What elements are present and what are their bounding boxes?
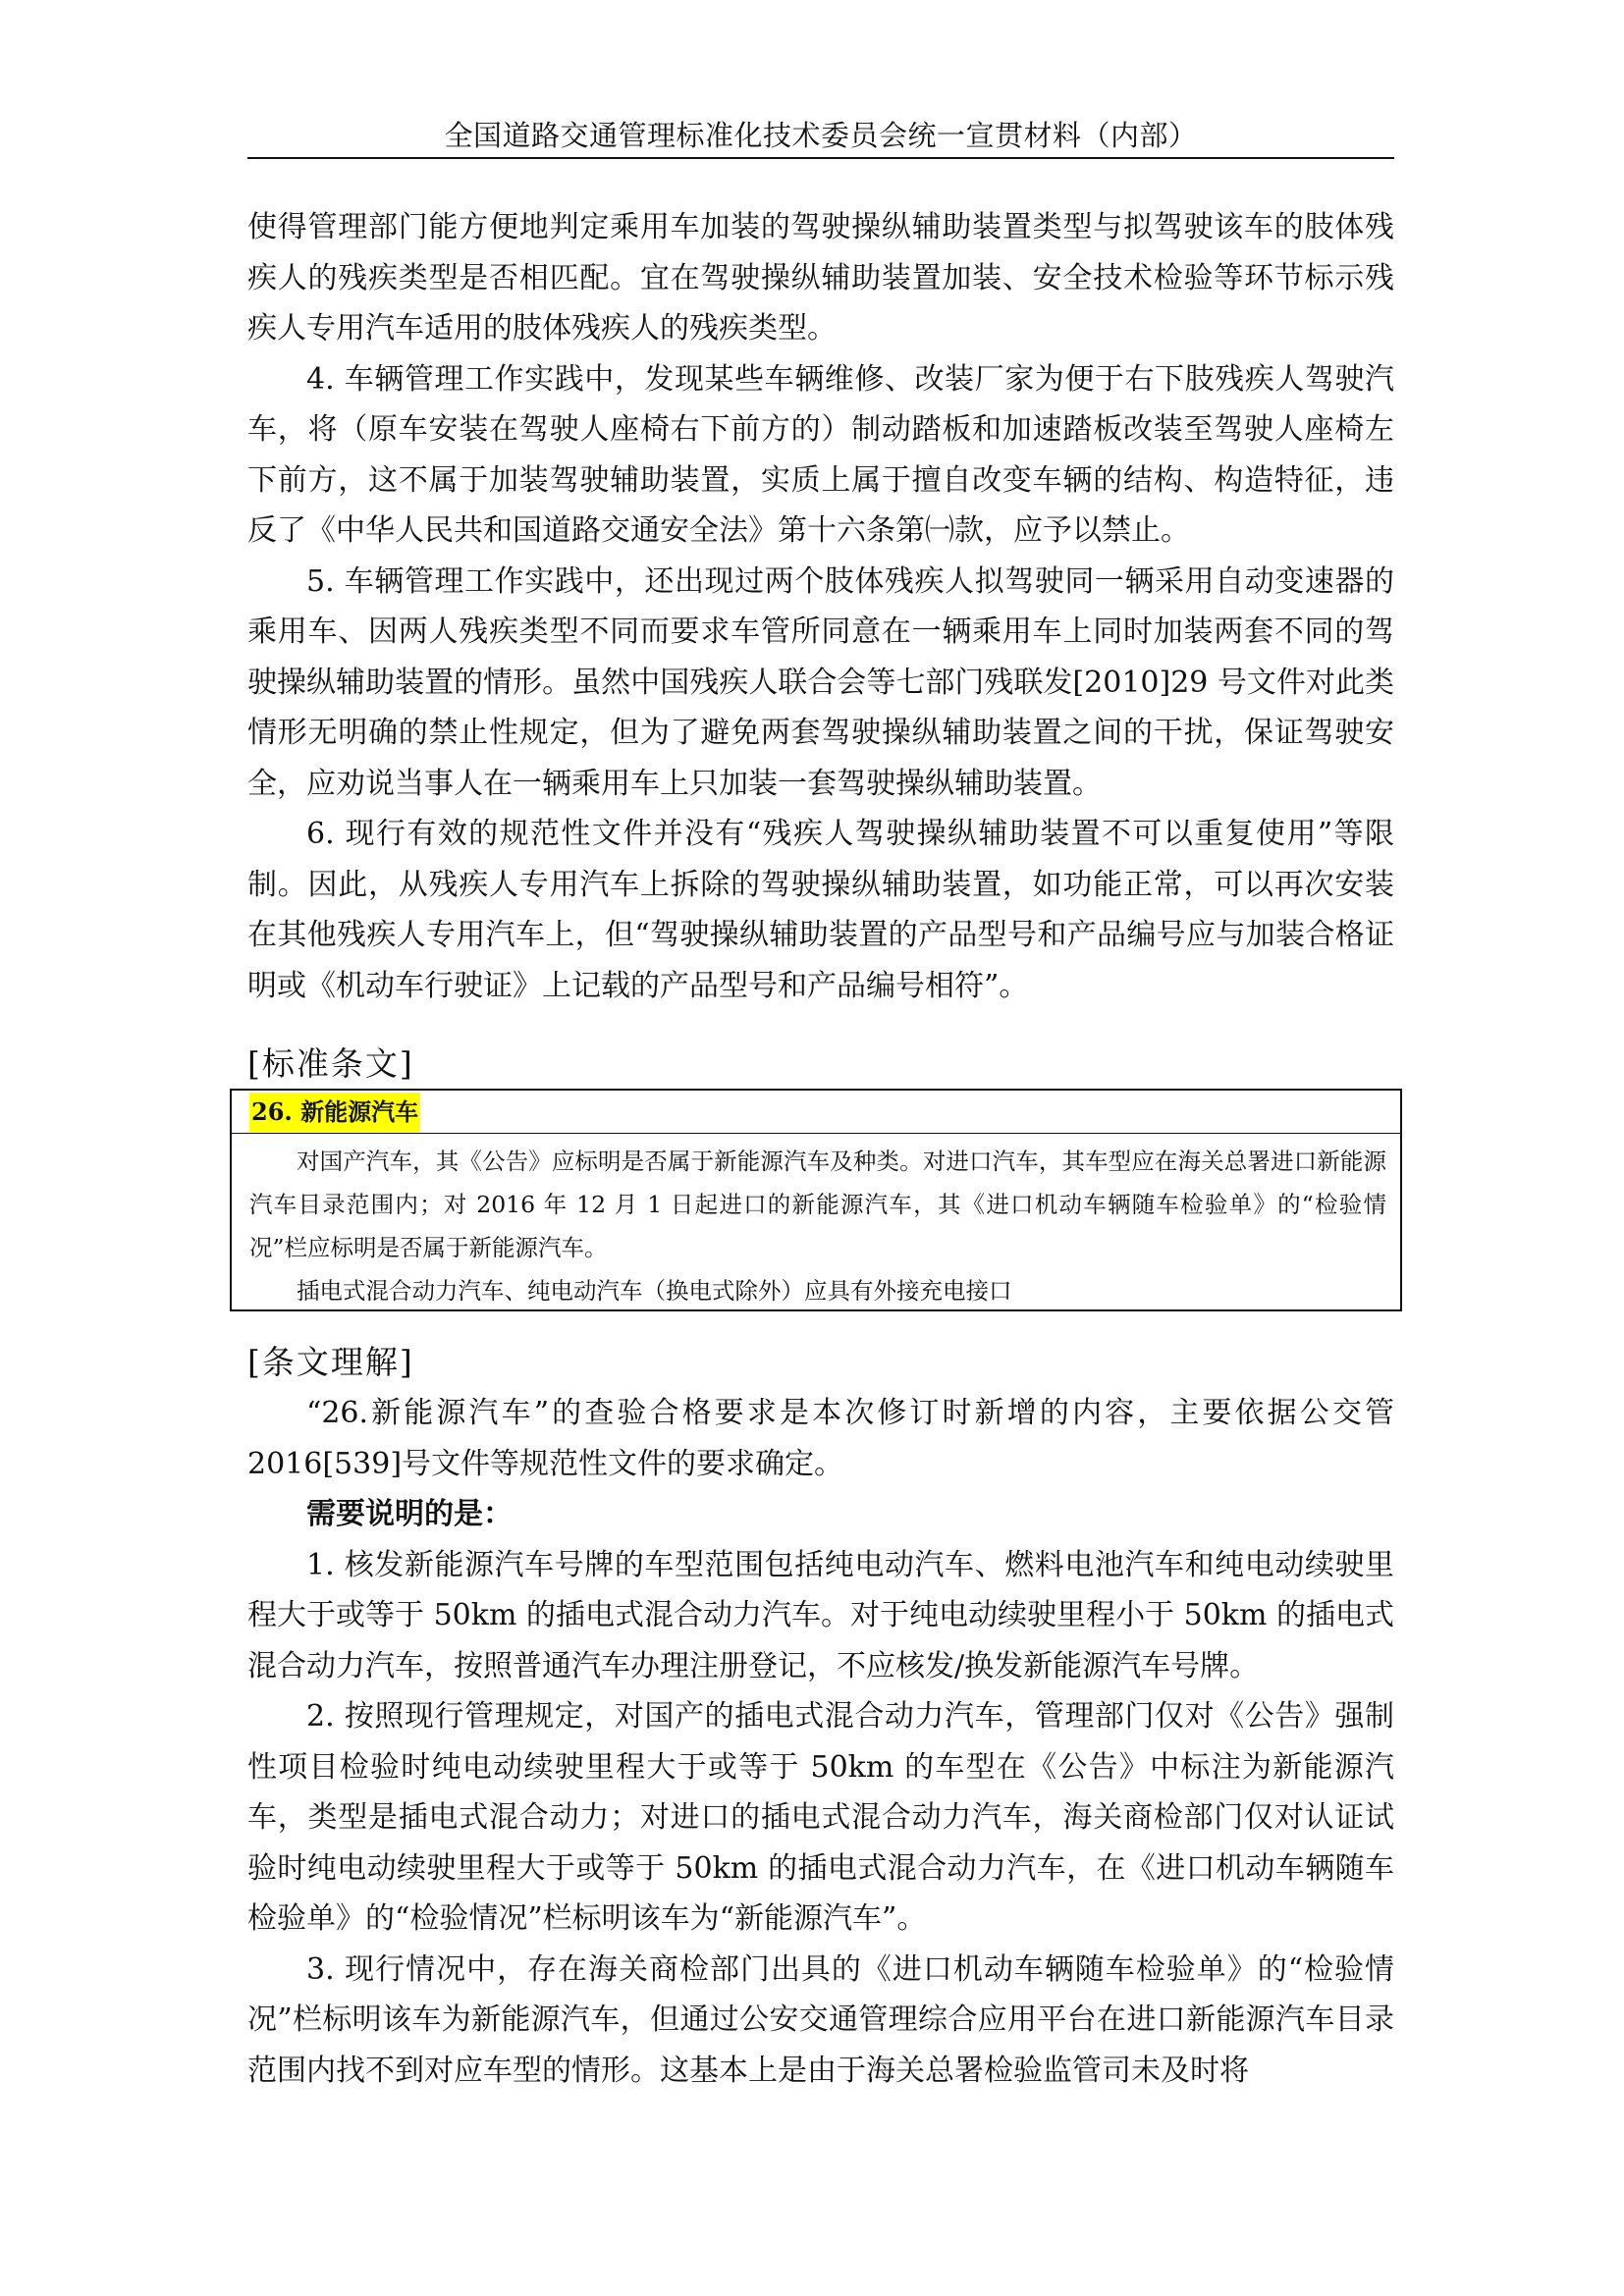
understanding-section [247, 1388, 1394, 2096]
standard-content [232, 1134, 1400, 1312]
paragraph-continued: 使得管理部门能方便地判定乘用车加装的驾驶操纵辅助装置类型与拟驾驶该车的肢体残疾人的残疾类型是否相匹配。宜在驾驶操纵辅助装置加装、安全技术检验等环节标示残疾人专用汽车适用的肢体残疾人的残疾类型。 [247, 210, 1394, 346]
standard-title-row [232, 1091, 1400, 1134]
paragraph-item-5: 5. 车辆管理工作实践中，还出现过两个肢体残疾人拟驾驶同一辆采用自动变速器的乘用车、因两人残疾类型不同而要求车管所同意在一辆乘用车上同时加装两套不同的驾驶操纵辅助装置的情形。虽然中国残疾人联合会等七部门残联发[2010]29 号文件对此类情形无明确的禁止性规定，但为了避免两套驾驶操纵辅助装置之间的干扰，保证驾驶安全，应劝说当事人在一辆乘用车上只加装一套驾驶操纵辅助装置。 [247, 563, 1394, 801]
standard-title: 26. 新能源汽车 [249, 1093, 420, 1132]
understanding-intro: “26.新能源汽车”的查验合格要求是本次修订时新增的内容，主要依据公交管2016[539]号文件等规范性文件的要求确定。 [247, 1396, 1394, 1481]
understanding-item-2: 2. 按照现行管理规定，对国产的插电式混合动力汽车，管理部门仅对《公告》强制性项目检验时纯电动续驶里程大于或等于 50km 的车型在《公告》中标注为新能源汽车，类型是插电式混合动力；对进口的插电式混合动力汽车，海关商检部门仅对认证试验时纯电动续驶里程大于或等于 50km 的插电式混合动力汽车，在《进口机动车辆随车检验单》的“检验情况”栏标明该车为“新能源汽车”。 [247, 1699, 1394, 1936]
page-header: 全国道路交通管理标准化技术委员会统一宣贯材料（内部） [444, 119, 1198, 152]
standard-text-box [230, 1089, 1402, 1311]
note-label: 需要说明的是： [306, 1497, 513, 1531]
paragraph-item-6: 6. 现行有效的规范性文件并没有“残疾人驾驶操纵辅助装置不可以重复使用”等限制。因此，从残疾人专用汽车上拆除的驾驶操纵辅助装置，如功能正常，可以再次安装在其他残疾人专用汽车上，但“驾驶操纵辅助装置的产品型号和产品编号应与加装合格证明或《机动车行驶证》上记载的产品型号和产品编号相符”。 [247, 817, 1394, 1003]
understanding-item-3: 3. 现行情况中，存在海关商检部门出具的《进口机动车辆随车检验单》的“检验情况”栏标明该车为新能源汽车，但通过公安交通管理综合应用平台在进口新能源汽车目录范围内找不到对应车型的情形。这基本上是由于海关总署检验监管司未及时将 [247, 1951, 1394, 2088]
continued-section [247, 202, 1394, 1011]
header-rule [247, 157, 1394, 159]
standard-para-1: 对国产汽车，其《公告》应标明是否属于新能源汽车及种类。对进口汽车，其车型应在海关总署进口新能源汽车目录范围内；对 2016 年 12 月 1 日起进口的新能源汽车，其《进口机动车辆随车检验单》的“检验情况”栏应标明是否属于新能源汽车。 [249, 1148, 1386, 1261]
understanding-item-1: 1. 核发新能源汽车号牌的车型范围包括纯电动汽车、燃料电池汽车和纯电动续驶里程大于或等于 50km 的插电式混合动力汽车。对于纯电动续驶里程小于 50km 的插电式混合动力汽车，按照普通汽车办理注册登记，不应核发/换发新能源汽车号牌。 [247, 1547, 1394, 1683]
standard-para-2: 插电式混合动力汽车、纯电动汽车（换电式除外）应具有外接充电接口 [297, 1277, 1012, 1305]
understanding-heading: [条文理解] [247, 1343, 414, 1381]
standard-heading: [标准条文] [247, 1044, 414, 1083]
paragraph-item-4: 4. 车辆管理工作实践中，发现某些车辆维修、改装厂家为便于右下肢残疾人驾驶汽车，将（原车安装在驾驶人座椅右下前方的）制动踏板和加速踏板改装至驾驶人座椅左下前方，这不属于加装驾驶辅助装置，实质上属于擅自改变车辆的结构、构造特征，违反了《中华人民共和国道路交通安全法》第十六条第㈠款，应予以禁止。 [247, 361, 1394, 548]
